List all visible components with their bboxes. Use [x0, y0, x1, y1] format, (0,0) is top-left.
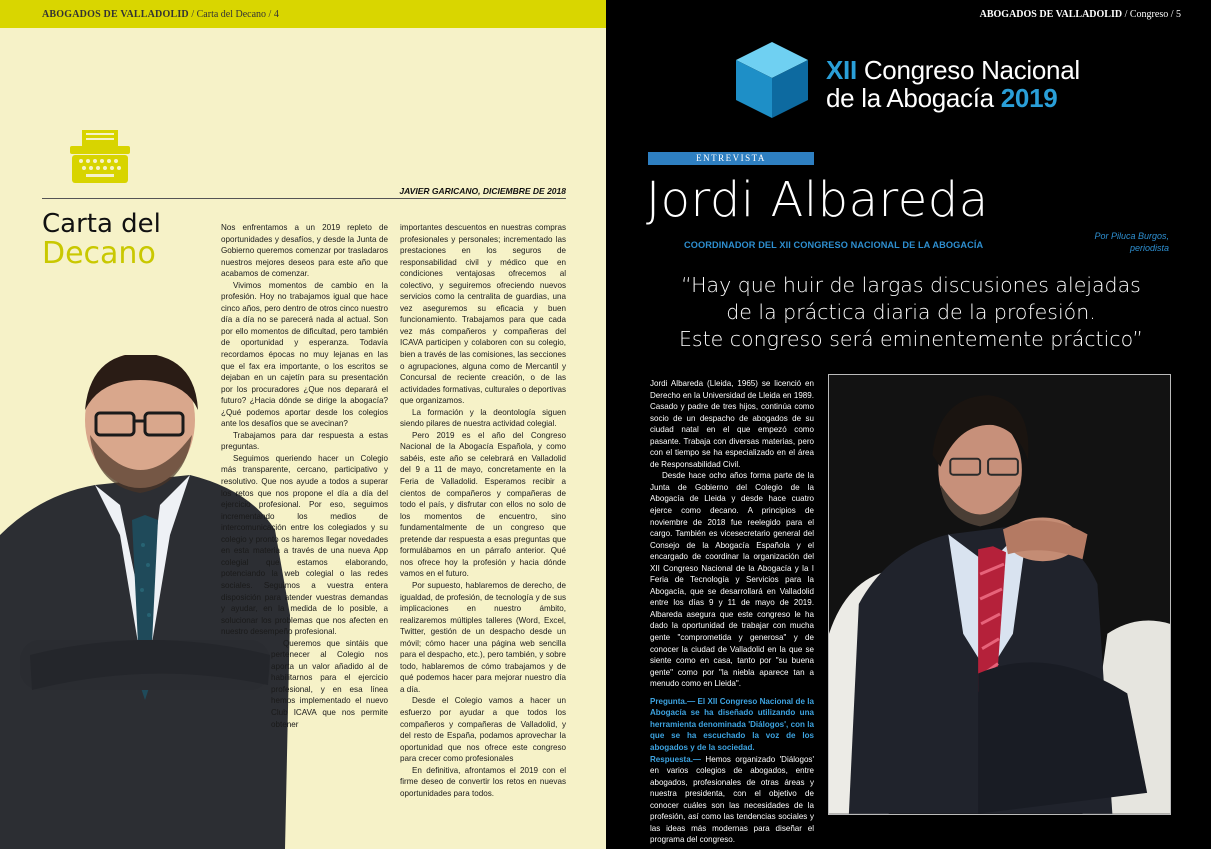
section-name: Carta del Decano [196, 9, 267, 20]
paragraph: Por supuesto, hablaremos de derecho, de igualdad, de profesión, de tecnología y de sus implicaciones en nuestro ámbito, realizaremos múltiples talleres (Word, Excel, Twitter, gestión de un despacho desde un móvil; cómo hacer una página web sencilla para el despacho, etc.), pero también, y sobre todo, hablaremos de cómo trabajamos y de qué podemos hacer para mejorar nuestro día a día. [400, 580, 566, 694]
section-tag: ENTREVISTA [648, 152, 814, 165]
section-name: Congreso [1129, 9, 1169, 20]
page-number: 5 [1176, 9, 1181, 20]
paragraph: Vivimos momentos de cambio en la profesión. Hoy no trabajamos igual que hace cinco años, pero dentro de otros cinco nuestro día a día no se parecerá nada al actual. Son por ello momentos de dificultad, pero también de oportunidad y esperanza. Todavía recordamos épocas no muy lejanas en las que el fax era importante, o los escritos se dejaban en un cajetín para su presentación por los procuradores ¿Que nos deparará el futuro? ¿Hacia dónde se dirige la abogacía? ¿Qué podemos aportar desde los colegios ante los desafíos que se avecinan? [221, 280, 388, 429]
letter-column-1 [221, 222, 388, 842]
left-running-head: ABOGADOS DE VALLADOLID / Carta del Decano / 4 [42, 9, 279, 20]
paragraph: Desde hace ocho años forma parte de la Junta de Gobierno del Colegio de la Abogacía de Lleida y desde hace cuatro ejerce como decano. A principios de noviembre de 2018 fue reelegido para el cargo. También es vicesecretario general del Consejo de la Abogacía Española y el encargado de coordinar la organización del XII Congreso Nacional de la Abogacía y la I Feria de Tecnología y Servicios para la Abogacía, que se desarrollará en Valladolid entre los días 9 y 11 de mayo de 2019. Albareda asegura que este congreso le ha dado la oportunidad de trabajar con mucha gente "comprometida y generosa" y de conocer la ciudad de Valladolid en la que se siente como en casa, tanto por "su buena gente" como por "la niebla aparece tan a menudo como en Lleida". [650, 471, 814, 689]
paragraph: En definitiva, afrontamos el 2019 con el firme deseo de convertir los retos en nuevas oportunidades para todos. [400, 765, 566, 798]
answer: Respuesta.— Hemos organizado 'Diálogos' en varios colegios de abogados, entre abogados, profesionales de otras áreas y nuestra presidenta, con el objetivo de conocer cuáles son las necesidades de la profesión, así como las tendencias sociales y las ideas más modernas para diseñar el programa del congreso. [650, 754, 814, 845]
question: Pregunta.— El XII Congreso Nacional de la Abogacía se ha diseñado utilizando una herramienta denominada 'Diálogos', con la que se ha escuchado la voz de los abogados y de la sociedad. [650, 696, 814, 752]
interview-column [650, 378, 814, 846]
paragraph: Nos enfrentamos a un 2019 repleto de oportunidades y desafíos, y desde la Junta de Gobierno queremos comenzar por trasladaros nuestros mejores deseos para este año que acabamos de comenzar. [221, 223, 388, 279]
typewriter-icon [68, 128, 132, 186]
paragraph: Trabajamos para dar respuesta a estas preguntas. [221, 430, 388, 452]
interviewee-role: COORDINADOR DEL XII CONGRESO NACIONAL DE LA ABOGACÍA [684, 240, 984, 250]
right-running-head: ABOGADOS DE VALLADOLID / Congreso / 5 [979, 9, 1181, 20]
pull-quote: “Hay que huir de largas discusiones alejadas de la práctica diaria de la profesión. Este congreso será eminentemente práctico” [678, 273, 1143, 351]
letter-column-2 [400, 222, 566, 799]
interviewee-name: Jordi Albareda [646, 172, 989, 228]
article-author: Por Piluca Burgos, periodista [1094, 231, 1169, 253]
paragraph: Jordi Albareda (Lleida, 1965) se licenció en Derecho en la Universidad de Lleida en 1989. Casado y padre de tres hijos, continúa como socio de un despacho de abogados de su ciudad natal en el que empezó como pasante. Trabaja con diversas materias, pero con el tiempo se ha especializado en el área de Responsabilidad Civil. [650, 379, 814, 469]
paragraph: Desde el Colegio vamos a hacer un esfuerzo por ayudar a que todos los compañeros y compañeras de Valladolid, y del resto de España, podamos aprovechar la oportunidad que nos ofrece este congreso para crecer como profesionales [400, 696, 566, 764]
right-page [606, 0, 1211, 849]
paragraph: La formación y la deontología siguen siendo pilares de nuestra actividad colegial. [400, 407, 566, 429]
left-page-header [0, 0, 606, 28]
paragraph: Queremos que sintáis que pertenecer al Colegio nos aporta un valor añadido al de habilitarnos para el ejercicio profesional, y en esa línea hemos implementado el nuevo Club ICAVA que nos permite obtener [271, 638, 388, 729]
page-number: 4 [273, 9, 279, 20]
publication-name: ABOGADOS DE VALLADOLID [979, 9, 1123, 20]
byline-divider [42, 198, 566, 199]
title-line-1: Carta del [42, 209, 161, 239]
page-title [42, 209, 161, 271]
paragraph: importantes descuentos en nuestras compras profesionales y personales; incrementado las prestaciones en los seguros de responsabilidad civil y médico que en condiciones ventajosas ofrecemos al colectivo, y seguiremos ofreciendo nuevos servicios como la centralita de guardias, una vez aseguremos su eficacia y buen funcionamiento. Trabajamos para que cada vez más compañeros y compañeras del ICAVA participen y colaboren con su colegio, bien a través de las comisiones, las secciones o agrupaciones, alguna como de Mercantil y Concursal de reciente creación, o de las actividades formativas, culturales o deportivas que organizamos. [400, 223, 567, 406]
publication-name: ABOGADOS DE VALLADOLID [42, 9, 189, 20]
congress-cube-logo [734, 40, 810, 120]
congress-logo-text: XII Congreso Nacional de la Abogacía 2019 [826, 55, 1080, 113]
byline: JAVIER GARICANO, DICIEMBRE DE 2018 [399, 186, 566, 196]
title-line-2: Decano [42, 236, 156, 271]
paragraph: Pero 2019 es el año del Congreso Nacional de la Abogacía Española, y como sabéis, este año se celebrará en Valladolid del 9 a 11 de mayo, concretamente en la Feria de Valladolid. Esperamos recibir a cientos de compañeros y compañeras de todo el país, y disfrutar con ellos no solo de los momentos de encuentro, sino fundamentalmente de un congreso que pretende dar respuesta a esas preguntas que formulábamos en un párrafo anterior. Qué nos ofrece hoy la profesión y hacia dónde vamos en el futuro. [400, 430, 566, 579]
interviewee-photo [828, 374, 1171, 815]
paragraph: Seguimos queriendo hacer un Colegio más transparente, cercano, participativo y resolutivo. Que nos ayude a todos a superar los retos que nos propone el día a día del ejercicio profesional. Por eso, seguimos incrementando los medios de intercomunicación entre los colegiados y su colegio y pronto os haremos llegar novedades en esta materia a través de una nueva App colegial que estamos elaborando, potenciando la web colegial o las redes sociales. Seguimos a vuestra entera disposición para atender vuestras demandas y ayudar, en la medida de lo posible, a solucionar los problemas que nos afecten en nuestro desempeño profesional. [221, 453, 388, 637]
